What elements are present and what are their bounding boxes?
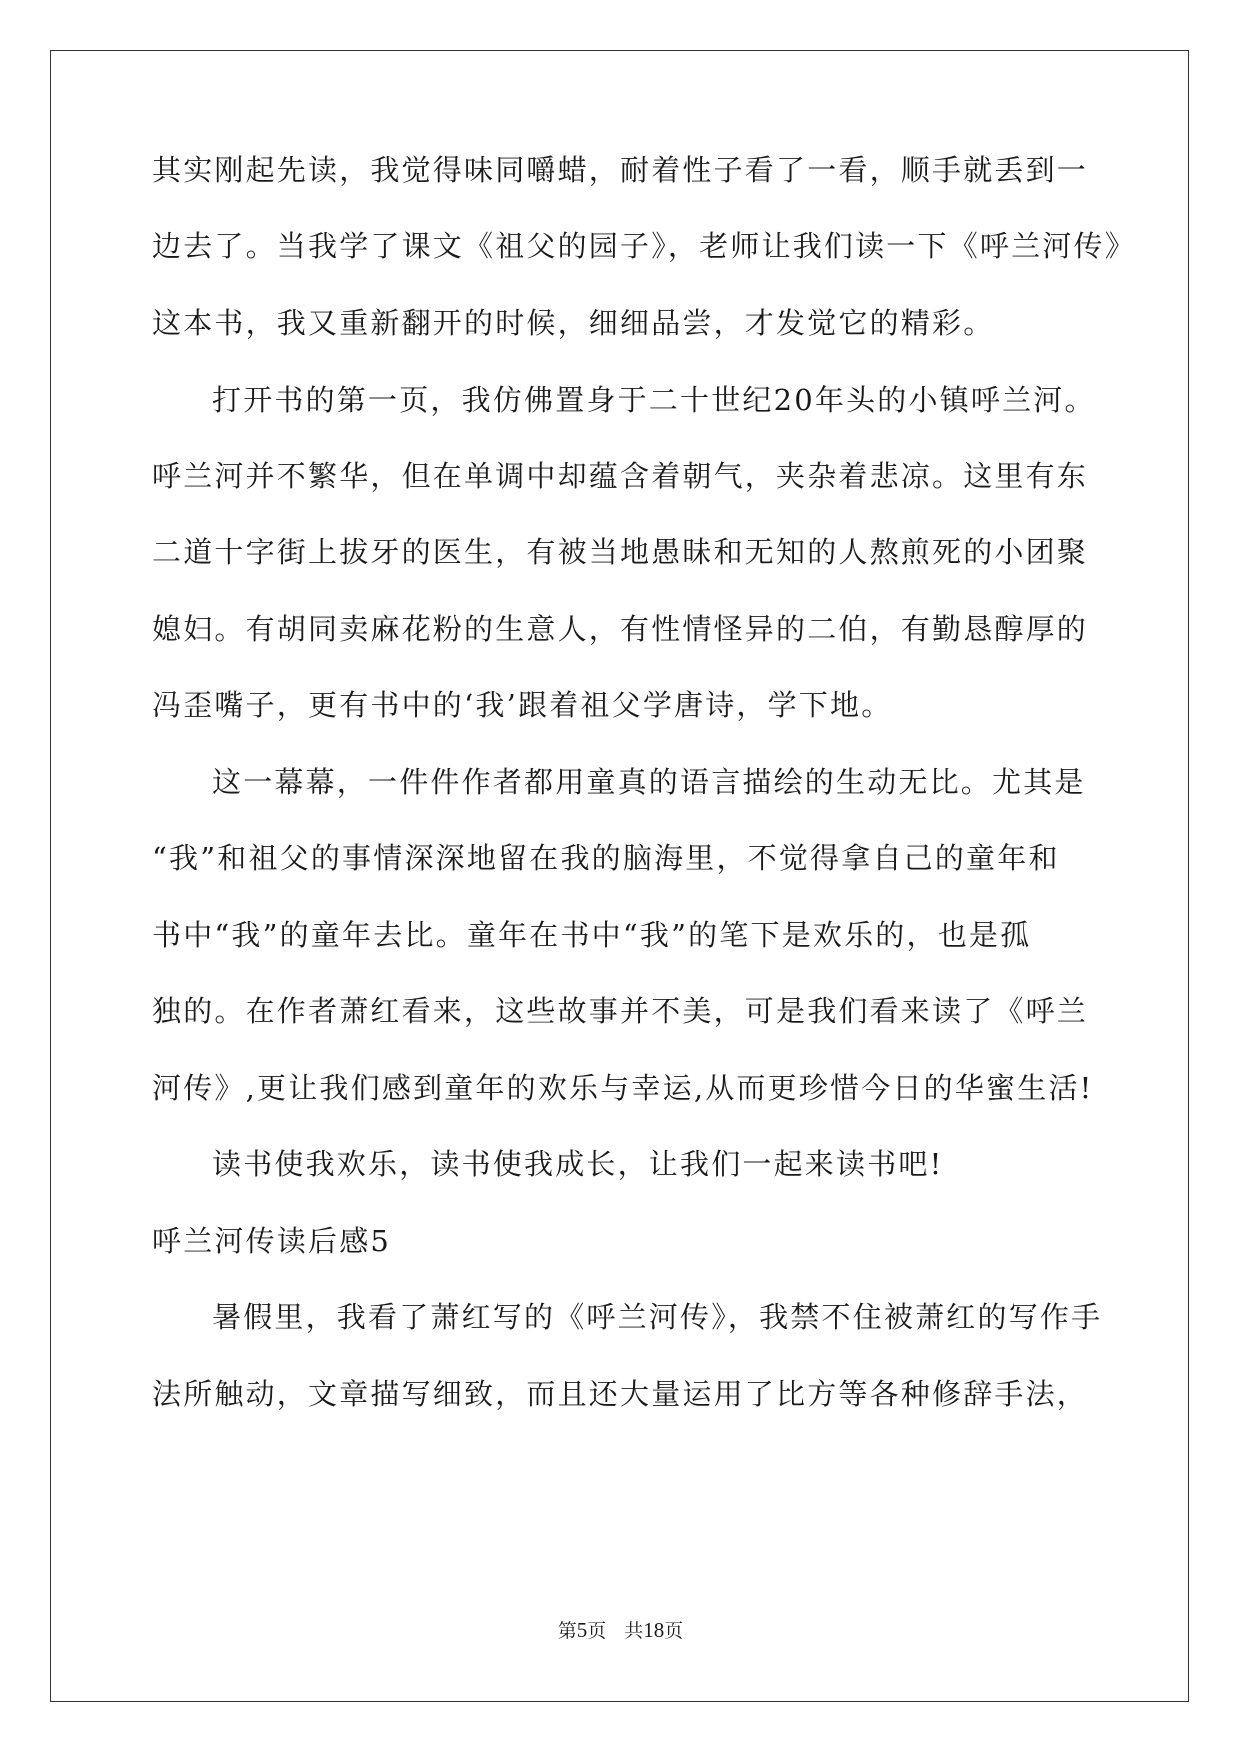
- body-line-11: 书中“我”的童年去比。童年在书中“我”的笔下是欢乐的，也是孤: [152, 918, 1032, 952]
- body-line-16: 暑假里，我看了萧红写的《呼兰河传》，我禁不住被萧红的写作手: [212, 1300, 1103, 1334]
- body-line-1: 其实刚起先读，我觉得味同嚼蜡，耐着性子看了一看，顺手就丢到一: [152, 153, 1089, 187]
- body-line-5: 呼兰河并不繁华，但在单调中却蕴含着朝气，夹杂着悲凉。这里有东: [152, 459, 1089, 493]
- body-line-13: 河传》,更让我们感到童年的欢乐与幸运,从而更珍惜今日的华蜜生活!: [152, 1071, 1094, 1105]
- total-prefix: 共: [624, 1620, 644, 1642]
- page-current: 5: [576, 1618, 588, 1642]
- page-prefix: 第: [557, 1620, 577, 1642]
- body-line-14: 读书使我欢乐，读书使我成长，让我们一起来读书吧!: [212, 1147, 944, 1181]
- body-line-9: 这一幕幕，一件件作者都用童真的语言描绘的生动无比。尤其是: [212, 765, 1086, 799]
- body-line-7: 媳妇。有胡同卖麻花粉的生意人，有性情怪异的二伯，有勤恳醇厚的: [152, 612, 1089, 646]
- page-total: 18: [643, 1618, 665, 1642]
- page-suffix: 页: [587, 1620, 607, 1642]
- body-line-6: 二道十字街上拔牙的医生，有被当地愚昧和无知的人熬煎死的小团聚: [152, 535, 1089, 569]
- total-suffix: 页: [664, 1620, 684, 1642]
- body-line-17: 法所触动，文章描写细致，而且还大量运用了比方等各种修辞手法，: [152, 1377, 1089, 1411]
- page-footer: [0, 1618, 1241, 1643]
- section-heading: 呼兰河传读后感5: [152, 1224, 392, 1258]
- body-line-4: 打开书的第一页，我仿佛置身于二十世纪20年头的小镇呼兰河。: [212, 383, 1096, 417]
- body-line-10: “我”和祖父的事情深深地留在我的脑海里，不觉得拿自己的童年和: [152, 841, 1060, 875]
- body-line-12: 独的。在作者萧红看来，这些故事并不美，可是我们看来读了《呼兰: [152, 994, 1089, 1028]
- body-line-2: 边去了。当我学了课文《祖父的园子》，老师让我们读一下《呼兰河传》: [152, 229, 1136, 263]
- body-line-8: 冯歪嘴子，更有书中的‘我’跟着祖父学唐诗，学下地。: [152, 688, 893, 722]
- body-line-3: 这本书，我又重新翻开的时候，细细品尝，才发觉它的精彩。: [152, 306, 995, 340]
